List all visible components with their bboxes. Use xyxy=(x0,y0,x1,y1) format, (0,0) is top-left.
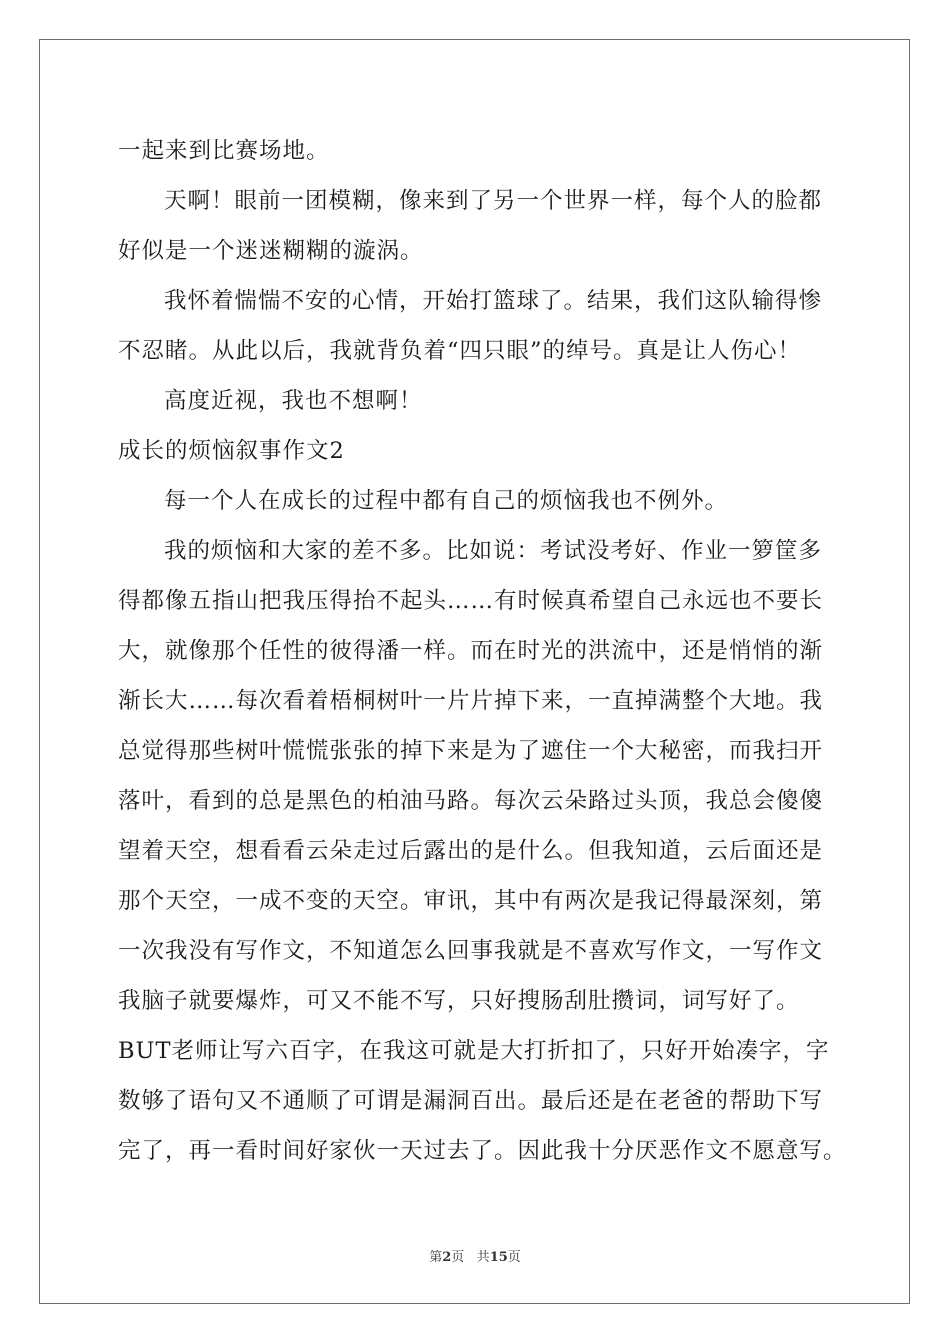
text-line: BUT老师让写六百字，在我这可就是大打折扣了，只好开始凑字，字 xyxy=(118,1038,830,1064)
text-line: 好似是一个迷迷糊糊的漩涡。 xyxy=(118,238,424,264)
text-line: 一次我没有写作文，不知道怎么回事我就是不喜欢写作文，一写作文 xyxy=(118,938,824,964)
text-line: 高度近视，我也不想啊！ xyxy=(164,388,423,414)
text-line: 完了，再一看时间好家伙一天过去了。因此我十分厌恶作文不愿意写。 xyxy=(118,1138,847,1164)
total-suffix: 页 xyxy=(507,1250,521,1265)
text-line: 每一个人在成长的过程中都有自己的烦恼我也不例外。 xyxy=(164,488,729,514)
text-line: 望着天空，想看看云朵走过后露出的是什么。但我知道，云后面还是 xyxy=(118,838,824,864)
text-line: 一起来到比赛场地。 xyxy=(118,138,330,164)
text-line: 那个天空，一成不变的天空。审讯，其中有两次是我记得最深刻，第 xyxy=(118,888,824,914)
text-line: 得都像五指山把我压得抬不起头……有时候真希望自己永远也不要长 xyxy=(118,588,824,614)
section-heading: 成长的烦恼叙事作文2 xyxy=(118,438,345,464)
page-footer xyxy=(0,1246,950,1265)
text-line: 天啊！眼前一团模糊，像来到了另一个世界一样，每个人的脸都 xyxy=(164,188,823,214)
total-prefix: 共 xyxy=(476,1250,490,1265)
page-prefix: 第 xyxy=(429,1250,443,1265)
text-line: 大，就像那个任性的彼得潘一样。而在时光的洪流中，还是悄悄的渐 xyxy=(118,638,824,664)
document-body xyxy=(118,126,847,1176)
page-number: 2 xyxy=(442,1250,452,1265)
text-line: 渐长大……每次看着梧桐树叶一片片掉下来，一直掉满整个大地。我 xyxy=(118,688,824,714)
total-pages: 15 xyxy=(489,1250,508,1265)
text-line: 我脑子就要爆炸，可又不能不写，只好搜肠刮肚攒词，词写好了。 xyxy=(118,988,800,1014)
text-line: 落叶，看到的总是黑色的柏油马路。每次云朵路过头顶，我总会傻傻 xyxy=(118,788,824,814)
text-line: 我怀着惴惴不安的心情，开始打篮球了。结果，我们这队输得惨 xyxy=(164,288,823,314)
page-suffix: 页 xyxy=(451,1250,465,1265)
text-line: 不忍睹。从此以后，我就背负着“四只眼”的绰号。真是让人伤心！ xyxy=(118,338,802,364)
text-line: 我的烦恼和大家的差不多。比如说：考试没考好、作业一箩筐多 xyxy=(164,538,823,564)
text-line: 总觉得那些树叶慌慌张张的掉下来是为了遮住一个大秘密，而我扫开 xyxy=(118,738,824,764)
text-line: 数够了语句又不通顺了可谓是漏洞百出。最后还是在老爸的帮助下写 xyxy=(118,1088,824,1114)
